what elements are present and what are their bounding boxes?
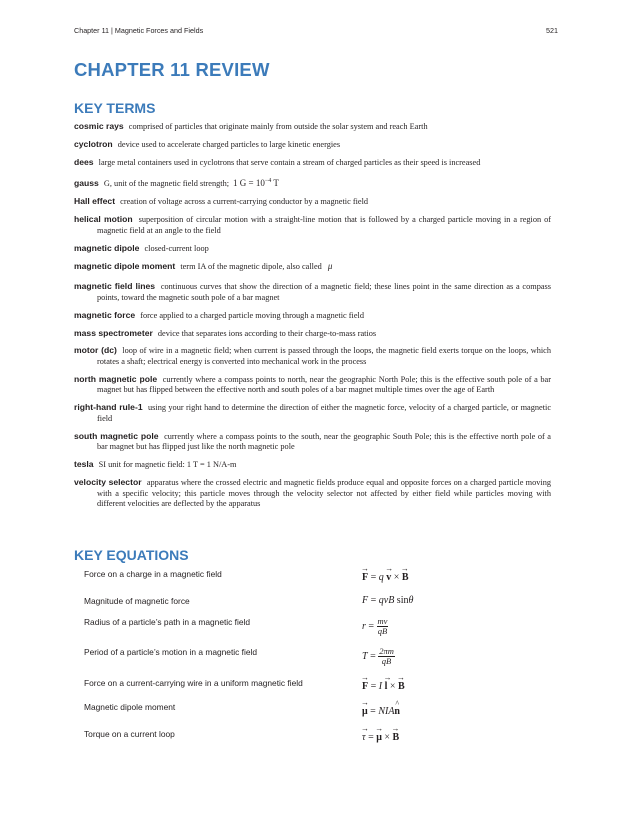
term-name: magnetic field lines — [74, 281, 156, 292]
equation-formula: r = $\frac{mv}{qB}$ — [362, 616, 388, 636]
equation-label: Period of a particle’s motion in a magnetic field — [84, 647, 258, 657]
term-definition: using your right hand to determine the direction of either the magnetic force, velocity of a charged particle, or magnetic field — [97, 403, 552, 423]
term-name: Hall effect — [74, 196, 116, 207]
equation-formula: T = $\frac{2\pi m}{qB}$ — [362, 646, 394, 666]
term-entry — [74, 459, 551, 471]
term-name: south magnetic pole — [74, 430, 159, 441]
term-definition: comprised of particles that originate mainly from outside the solar system and reach Earth — [128, 122, 428, 131]
term-name: cyclotron — [74, 138, 113, 149]
term-entry — [74, 196, 551, 208]
term-definition: device that separates ions according to their charge-to-mass ratios — [157, 328, 377, 338]
equation-label: Torque on a current loop — [84, 729, 175, 739]
term-name: mass spectrometer — [74, 327, 153, 338]
equation-label: Radius of a particle’s path in a magnetic field — [84, 617, 251, 627]
equation-label: Force on a current-carrying wire in a uniform magnetic field — [84, 678, 303, 688]
term-entry — [74, 176, 551, 190]
term-entry — [74, 310, 551, 322]
term-entry — [74, 121, 551, 133]
term-definition: superposition of circular motion with a straight-line motion that is followed by a charged particle moving in a region of magnetic field at an angle to the field — [97, 215, 552, 235]
term-name: motor (dc) — [74, 345, 117, 356]
term-name: tesla — [74, 459, 94, 470]
term-entry — [74, 243, 551, 255]
equation-label: Magnetic dipole moment — [84, 702, 176, 712]
term-definition: currently where a compass points to the south, near the geographic South Pole; this is the effective north pole of a bar magnet but has flipped just like the north magnetic pole — [97, 431, 551, 452]
running-head: Chapter 11 | Magnetic Forces and Fields — [74, 26, 204, 35]
term-definition: term IA of the magnetic dipole, also called — [180, 261, 322, 271]
term-definition: large metal containers used in cyclotrons that serve contain a stream of charged particles as their speed is increased — [98, 157, 481, 167]
key-terms-heading: KEY TERMS — [74, 100, 156, 116]
term-name: magnetic dipole moment — [74, 260, 176, 271]
mu-symbol: μ — [327, 260, 333, 271]
term-name: cosmic rays — [74, 121, 124, 131]
term-entry — [74, 374, 551, 396]
term-definition: currently where a compass points to north, near the geographic North Pole; this is the effective south pole of a bar magnet but has flipped between the effective north and south poles of a bar magnet multiple times over the age of Earth — [97, 374, 551, 395]
gauss-equation: 1 $G = 10^{-4}$ T — [233, 178, 279, 189]
term-name: velocity selector — [74, 477, 142, 488]
term-definition: loop of wire in a magnetic field; when current is passed through the loops, the magnetic field exerts torque on the loops, which rotates a shaft; electrical energy is converted into mechanical work in the process — [97, 346, 551, 366]
term-entry — [74, 477, 551, 510]
term-name: helical motion — [74, 214, 133, 225]
term-entry — [74, 328, 551, 340]
equation-label: Magnitude of magnetic force — [84, 596, 190, 606]
equation-label: Force on a charge in a magnetic field — [84, 569, 222, 579]
term-name: right-hand rule-1 — [74, 402, 143, 413]
term-definition: apparatus where the crossed electric and magnetic fields produce equal and opposite forces on a charged particle moving with a specific velocity; this particle moves through the velocity selector not affected by either field while particles moving with different velocities are deflected by the apparatus — [97, 478, 551, 509]
term-entry — [74, 261, 551, 273]
term-entry — [74, 214, 551, 236]
key-equations-heading: KEY EQUATIONS — [74, 547, 189, 563]
chapter-title: CHAPTER 11 REVIEW — [74, 59, 270, 80]
term-entry — [74, 139, 551, 151]
term-definition: G, unit of the magnetic field strength; — [103, 179, 230, 189]
term-name: magnetic force — [74, 309, 136, 320]
term-name: north magnetic pole — [74, 373, 158, 384]
term-entry — [74, 157, 551, 169]
equation-formula: → F = I → l × → B — [362, 681, 405, 692]
equation-formula: → τ = → μ × → B — [362, 732, 399, 743]
equation-formula: → F = q → v × → B — [362, 572, 409, 583]
term-definition: continuous curves that show the direction of a magnetic field; these lines point in the same direction as a compass points, toward the magnetic south pole of a bar magnet — [97, 282, 551, 302]
term-entry — [74, 281, 551, 303]
term-definition: force applied to a charged particle moving through a magnetic field — [140, 310, 364, 320]
term-entry — [74, 345, 551, 367]
term-name: magnetic dipole — [74, 242, 140, 253]
term-name: gauss — [74, 178, 99, 189]
equation-formula: → μ = NIA^ n — [362, 706, 400, 717]
term-definition: device used to accelerate charged particles to large kinetic energies — [117, 139, 341, 149]
term-definition: SI unit for magnetic field: 1 T = 1 N/A-m — [98, 460, 237, 470]
term-entry — [74, 402, 551, 424]
term-name: dees — [74, 156, 94, 167]
term-entry — [74, 431, 551, 453]
equation-formula: F = qvB sinθ — [362, 595, 414, 606]
term-definition: closed-current loop — [144, 243, 209, 253]
page-header — [74, 26, 558, 35]
page-number: 521 — [546, 26, 558, 35]
key-terms-list — [74, 121, 551, 516]
term-definition: creation of voltage across a current-carrying conductor by a magnetic field — [120, 197, 369, 207]
